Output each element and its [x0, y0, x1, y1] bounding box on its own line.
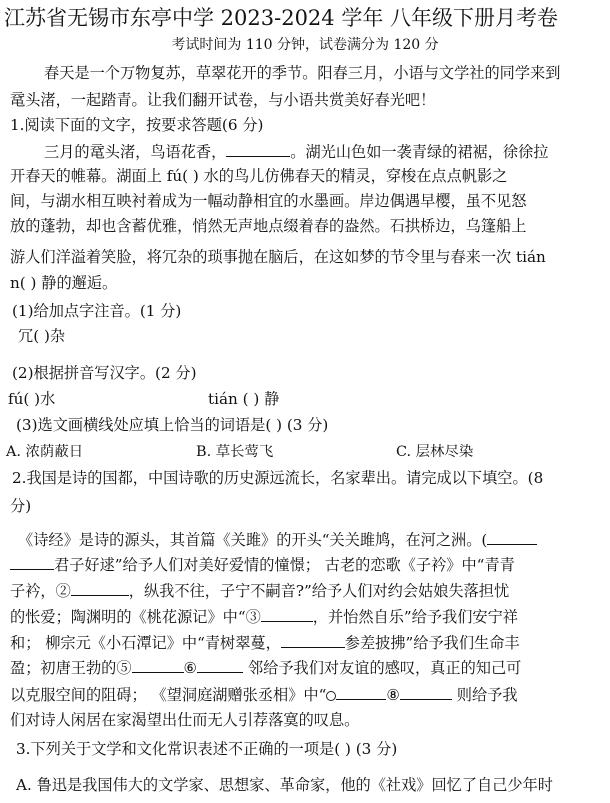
- q1-passage-line-1: [44, 139, 610, 165]
- q1-sub3: (3)选文画横线处应填上恰当的词语是( ) (3 分): [16, 416, 329, 434]
- q1-sub1-answer[interactable]: 冗( )杂: [18, 327, 66, 345]
- q1-option-a[interactable]: A. 浓荫蔽日: [6, 444, 84, 460]
- intro-line-2: 鼋头渚，一起踏青。让我们翻开试卷，与小语共赏美好春光吧！: [10, 91, 436, 109]
- q2-blank-4[interactable]: [281, 630, 345, 648]
- q2-line-4a: 的怅爱；陶渊明的《桃花源记》中“③: [10, 608, 261, 626]
- q2-line-5b: 参差披拂”给予我们生命丰: [344, 634, 520, 652]
- q2-line-6: [10, 655, 610, 681]
- q1-option-b[interactable]: B. 草长莺飞: [196, 444, 274, 460]
- q2-line-3a: 子衿，②: [10, 582, 71, 600]
- q1-passage-line-3: 间，与湖水相互映衬着成为一幅动静相宜的水墨画。岸边偶遇早樱，虽不见怒: [10, 192, 527, 210]
- q1-option-c[interactable]: C. 层林尽染: [396, 444, 474, 460]
- q1-sub2-answer-a[interactable]: fú( )水: [8, 390, 56, 408]
- q3-heading: 3.下列关于文学和文化常识表述不正确的一项是( ) (3 分): [16, 740, 398, 758]
- intro-line-1: 春天是一个万物复苏，草翠花开的季节。阳春三月，小语与文学社的同学来到: [44, 64, 561, 82]
- q2-line-6b: ⑥: [183, 659, 198, 677]
- q2-line-6a: 盈；初唐王勃的⑤: [10, 659, 132, 677]
- q1-sub2: (2)根据拼音写汉字。(2 分): [12, 364, 197, 382]
- q1-passage-1b: 。湖光山色如一袭青绿的裙裾，徐徐拉: [290, 143, 549, 161]
- q3-option-a[interactable]: A. 鲁迅是我国伟大的文学家、思想家、革命家，他的《社戏》回忆了自己少年时: [16, 776, 553, 794]
- q2-line-3b: ，纵我不往，子宁不嗣音?”给予人们对约会姑娘失落担忧: [128, 582, 510, 600]
- q2-line-1b: (: [481, 531, 488, 549]
- exam-info: 考试时间为 110 分钟，试卷满分为 120 分: [171, 37, 439, 53]
- q1-passage-line-6: n( ) 静的邂逅。: [10, 274, 118, 292]
- q2-line-7c: 则给予我: [451, 686, 518, 704]
- q2-line-5a: 和； 柳宗元《小石潭记》中“青树翠蔓，: [10, 634, 281, 652]
- q2-line-6c: 邻给予我们对友谊的感叹，真正的知己可: [243, 659, 522, 677]
- q2-line-4b: ，并怡然自乐”给予我们安宁祥: [312, 608, 518, 626]
- q2-line-7: [10, 682, 610, 708]
- q1-passage-line-5: 游人们洋溢着笑脸，将冗杂的琐事抛在脑后，在这如梦的节令里与春来一次 tián: [10, 248, 546, 266]
- q2-line-2: [10, 552, 610, 578]
- q2-blank-3[interactable]: [261, 604, 313, 622]
- q1-sub1: (1)给加点字注音。(1 分): [12, 302, 182, 320]
- q2-blank-6[interactable]: [197, 655, 243, 673]
- q2-line-7b: ⑧: [386, 686, 400, 704]
- paper-title: 江苏省无锡市东亭中学 2023-2024 学年 八年级下册月考卷: [4, 6, 559, 30]
- q1-passage-1a: 三月的鼋头渚，鸟语花香，: [44, 143, 227, 161]
- q2-line-8: 们对诗人闲居在家渴望出仕而无人引荐落寞的叹息。: [10, 711, 360, 729]
- q1-passage-line-4: 放的蓬勃，却也含蓄优雅，悄然无声地点缀着春的盎然。石拱桥边，乌篷船上: [10, 217, 527, 235]
- q2-line-5: [10, 630, 610, 656]
- q1-sub2-answer-b[interactable]: tián ( ) 静: [208, 390, 280, 408]
- q2-blank-1-start[interactable]: [487, 527, 537, 545]
- q2-line-4: [10, 604, 610, 630]
- q2-blank-8[interactable]: [400, 682, 452, 700]
- q1-passage-line-2: 开春天的帷幕。湖面上 fú( ) 水的鸟儿仿佛春天的精灵，穿梭在点点帆影之: [10, 167, 508, 185]
- q2-heading-cont: 分): [10, 497, 32, 515]
- q2-line-3: [10, 578, 610, 604]
- q2-line-1a: 《诗经》是诗的源头，其首篇《关雎》的开头“关关雎鸠，在河之洲。: [18, 531, 482, 549]
- circled-number-7-icon: [326, 691, 336, 701]
- q2-blank-5[interactable]: [132, 655, 184, 673]
- q2-blank-1-end[interactable]: [10, 552, 54, 570]
- q2-blank-2[interactable]: [71, 578, 129, 596]
- q2-line-1: [18, 527, 610, 553]
- q2-line-2-text: 君子好逑”给予人们对美好爱情的憧憬； 古老的恋歌《子衿》中“青青: [54, 556, 515, 574]
- q2-line-7a: 以克服空间的阻碍； 《望洞庭湖赠张丞相》中“: [10, 686, 327, 704]
- q1-heading: 1.阅读下面的文字，按要求答题(6 分): [10, 116, 264, 134]
- q2-blank-7[interactable]: [336, 682, 386, 700]
- q1-blank[interactable]: [226, 139, 290, 157]
- q2-heading: 2.我国是诗的国都，中国诗歌的历史源远流长，名家辈出。请完成以下填空。(8: [12, 469, 544, 487]
